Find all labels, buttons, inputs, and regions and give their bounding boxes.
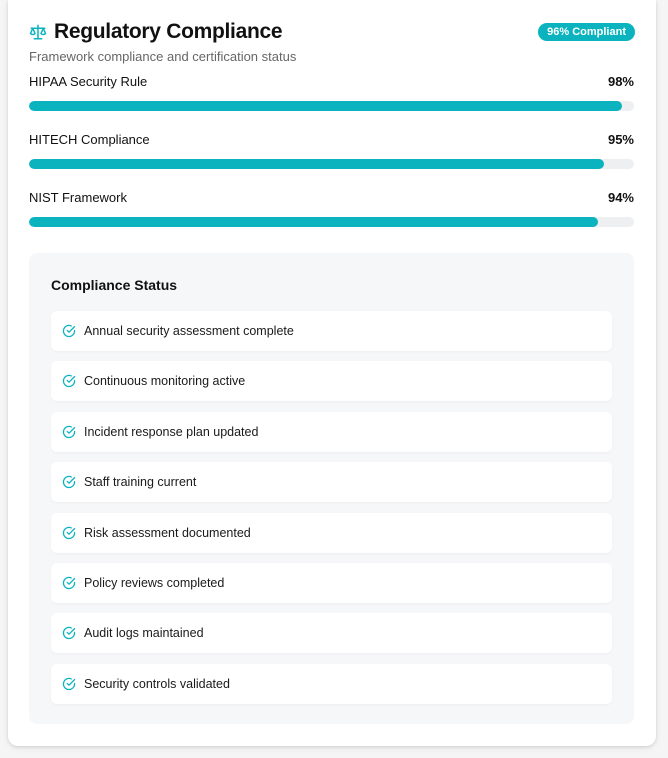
metric-label: HIPAA Security Rule xyxy=(29,74,148,89)
list-item xyxy=(51,412,612,452)
status-label: Audit logs maintained xyxy=(84,626,204,641)
status-label: Incident response plan updated xyxy=(84,424,259,439)
page-subtitle: Framework compliance and certification status xyxy=(29,49,297,64)
compliance-badge: 96% Compliant xyxy=(538,23,635,41)
check-circle-icon xyxy=(62,677,76,691)
progress-track xyxy=(29,217,634,227)
status-title: Compliance Status xyxy=(51,277,178,293)
metric-hipaa xyxy=(29,74,634,111)
list-item xyxy=(51,664,612,704)
check-circle-icon xyxy=(62,626,76,640)
progress-track xyxy=(29,159,634,169)
scale-icon xyxy=(29,23,47,41)
progress-fill xyxy=(29,159,604,169)
list-item xyxy=(51,311,612,351)
progress-fill xyxy=(29,101,622,111)
metric-hitech xyxy=(29,132,634,169)
check-circle-icon xyxy=(62,374,76,388)
list-item xyxy=(51,563,612,603)
compliance-status-panel xyxy=(29,253,634,724)
card-header xyxy=(29,18,635,46)
check-circle-icon xyxy=(62,324,76,338)
list-item xyxy=(51,361,612,401)
list-item xyxy=(51,613,612,653)
status-label: Continuous monitoring active xyxy=(84,374,246,389)
metric-value: 94% xyxy=(607,190,634,205)
status-label: Policy reviews completed xyxy=(84,575,225,590)
progress-fill xyxy=(29,217,598,227)
status-label: Security controls validated xyxy=(84,676,230,691)
metric-label: HITECH Compliance xyxy=(29,132,150,147)
progress-track xyxy=(29,101,634,111)
check-circle-icon xyxy=(62,425,76,439)
metric-label: NIST Framework xyxy=(29,190,127,205)
check-circle-icon xyxy=(62,576,76,590)
status-label: Annual security assessment complete xyxy=(84,324,294,338)
metric-value: 95% xyxy=(607,132,634,147)
page-title: Regulatory Compliance xyxy=(54,20,283,43)
metric-nist xyxy=(29,190,634,227)
status-list xyxy=(51,311,612,714)
metric-value: 98% xyxy=(607,74,634,89)
status-label: Risk assessment documented xyxy=(84,525,251,540)
compliance-card xyxy=(8,0,656,746)
status-label: Staff training current xyxy=(84,475,197,490)
check-circle-icon xyxy=(62,526,76,540)
list-item xyxy=(51,462,612,502)
list-item xyxy=(51,513,612,553)
check-circle-icon xyxy=(62,475,76,489)
